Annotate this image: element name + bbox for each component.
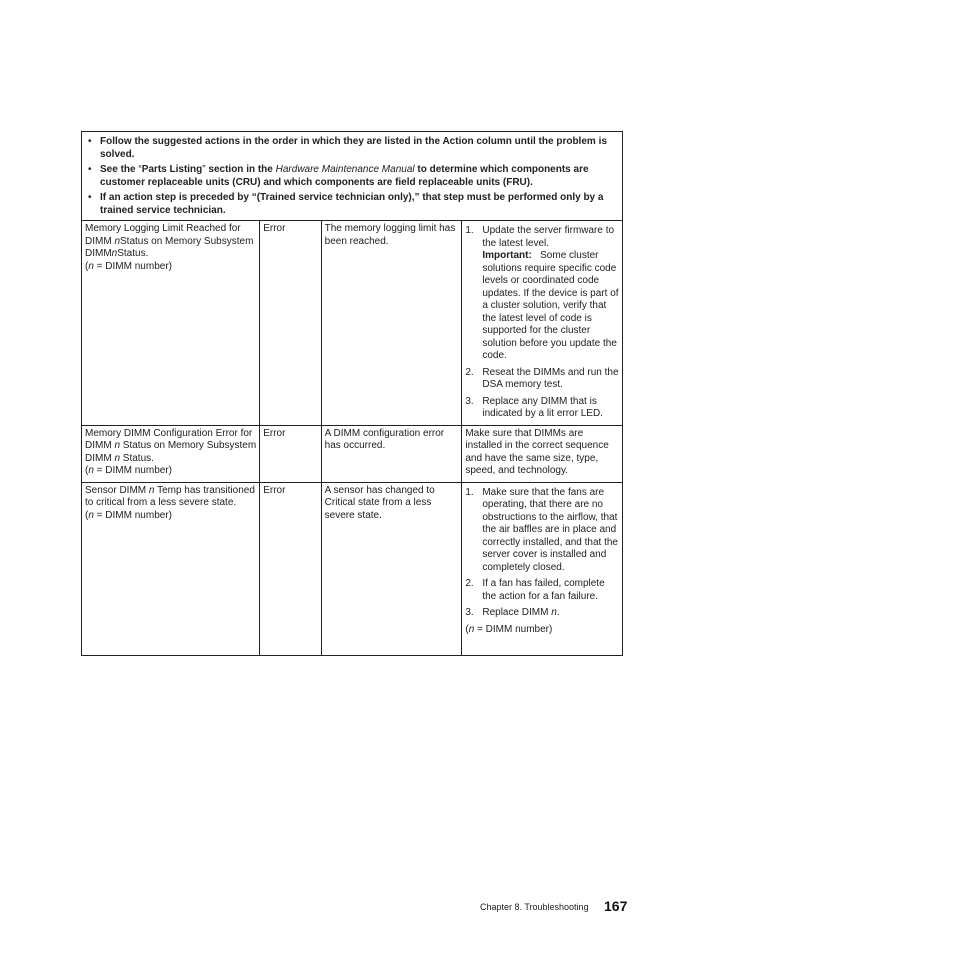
type-cell: Error xyxy=(260,221,321,426)
action-cell: Make sure that DIMMs are installed in the correct sequence and have the same size, type, speed, and technology. xyxy=(462,425,623,482)
action-step: 2. If a fan has failed, complete the action for a fan failure. xyxy=(465,578,605,602)
table-row xyxy=(82,425,623,482)
bullet-icon: • xyxy=(88,136,92,147)
explanation-cell: A sensor has changed to Critical state from a less severe state. xyxy=(321,482,462,655)
type-cell: Error xyxy=(260,482,321,655)
action-cell xyxy=(462,221,623,426)
action-step: 3. Replace DIMM n. xyxy=(465,607,560,618)
note-item: • If an action step is preceded by “(Trained service technician only),” that step must be performed only by a trained service technician. xyxy=(88,192,604,216)
action-steps xyxy=(465,487,619,620)
chapter-footer: Chapter 8. Troubleshooting xyxy=(480,902,589,912)
explanation-cell: The memory logging limit has been reached. xyxy=(321,221,462,426)
action-step: 1. Update the server firmware to the latest level. Important: Some cluster solutions require specific code levels or coordinated code updates. If the device is part of a cluster solution, verify that the latest level of code is supported for the cluster solution before you update the code. xyxy=(465,225,619,361)
bullet-icon: • xyxy=(88,164,92,175)
notes-cell xyxy=(82,132,623,221)
note-item: • See the “Parts Listing” section in the Hardware Maintenance Manual to determine which components are customer replaceable units (CRU) and which components are field replaceable units (FRU). xyxy=(88,164,589,188)
message-cell: Sensor DIMM n Temp has transitioned to critical from a less severe state. (n = DIMM number) xyxy=(82,482,260,655)
dimm-number-note: (n = DIMM number) xyxy=(465,623,553,635)
action-step: 3. Replace any DIMM that is indicated by a lit error LED. xyxy=(465,395,603,419)
type-cell: Error xyxy=(260,425,321,482)
table-row xyxy=(82,221,623,426)
note-item: • Follow the suggested actions in the order in which they are listed in the Action column until the problem is solved. xyxy=(88,136,607,160)
action-cell xyxy=(462,482,623,655)
notes-list xyxy=(86,136,618,217)
manual-title: Hardware Maintenance Manual xyxy=(275,164,415,175)
action-step: 2. Reseat the DIMMs and run the DSA memory test. xyxy=(465,366,619,390)
notes-row xyxy=(82,132,623,221)
message-cell: Memory DIMM Configuration Error for DIMM n Status on Memory Subsystem DIMM n Status. (n = DIMM number) xyxy=(82,425,260,482)
action-step: 1. Make sure that the fans are operating, that there are no obstructions to the airflow, that the air baffles are in place and correctly installed, and that the server cover is installed and completely closed. xyxy=(465,486,618,573)
dimm-error-table xyxy=(81,131,623,656)
action-steps xyxy=(465,225,619,421)
bullet-icon: • xyxy=(88,192,92,203)
page-number: 167 xyxy=(604,898,628,914)
explanation-cell: A DIMM configuration error has occurred. xyxy=(321,425,462,482)
message-cell: Memory Logging Limit Reached for DIMM nStatus on Memory Subsystem DIMMnStatus. (n = DIMM number) xyxy=(82,221,260,426)
table-row xyxy=(82,482,623,655)
